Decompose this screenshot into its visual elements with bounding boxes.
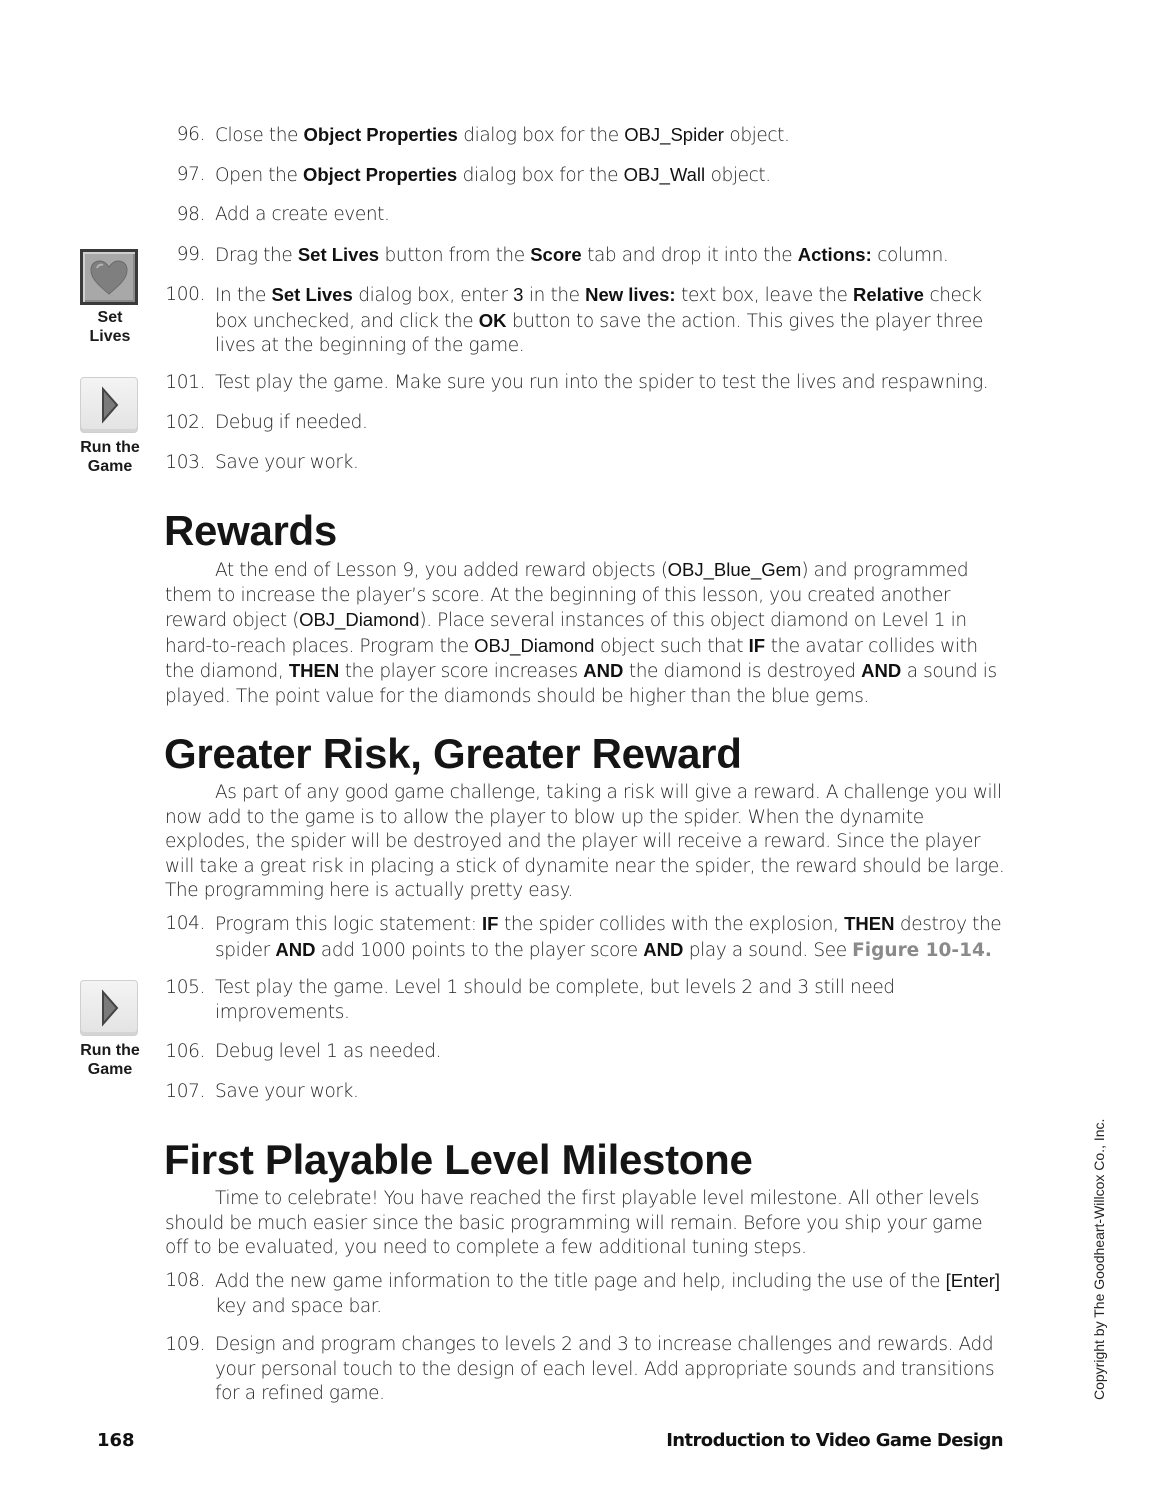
run-game-label <box>70 1041 150 1079</box>
label-line: Game <box>87 458 133 475</box>
step-text: Debug level 1 as needed. <box>215 1041 442 1062</box>
page-number: 168 <box>97 1430 135 1451</box>
step-98 <box>165 203 1015 228</box>
label-line: Set <box>97 309 123 326</box>
step-number: 108. <box>165 1270 205 1291</box>
heart-icon <box>83 252 135 302</box>
object-name: OBJ_Spider <box>624 124 724 145</box>
step-number: 99. <box>176 244 205 265</box>
object-name: OBJ_Wall <box>623 164 706 185</box>
play-icon <box>81 378 137 432</box>
step-97 <box>165 163 1015 189</box>
section-heading-greater-risk: Greater Risk, Greater Reward <box>164 730 742 777</box>
step-102 <box>165 411 1015 436</box>
step-number: 107. <box>165 1081 205 1102</box>
step-text: Drag the Set Lives button from the Score tab and drop it into the Actions: column. <box>215 244 949 266</box>
copyright-notice: Copyright by The Goodheart-Willcox Co., Inc. <box>1091 1118 1107 1400</box>
key-name: [Enter] <box>945 1270 1001 1291</box>
milestone-paragraph: Time to celebrate! You have reached the first playable level milestone. All other levels should be much easier since the basic programming will remain. Before you ship your game off to be evaluated, you need to complete a few additional tuning steps. <box>165 1188 983 1258</box>
step-text: Add a create event. <box>215 204 390 225</box>
step-number: 103. <box>165 452 205 473</box>
step-108 <box>165 1269 1015 1319</box>
figure-reference-link[interactable]: Figure 10-14. <box>852 939 992 961</box>
label-line: Game <box>87 1061 133 1078</box>
step-104 <box>165 912 1015 963</box>
section-heading-rewards: Rewards <box>164 507 337 554</box>
step-106 <box>165 1040 1015 1065</box>
step-100 <box>165 283 1015 359</box>
step-text: Close the Object Properties dialog box for the OBJ_Spider object. <box>215 124 790 146</box>
set-lives-label <box>70 308 150 346</box>
ui-term: Object Properties <box>303 124 458 145</box>
label-line: Run the <box>80 1042 140 1059</box>
step-text: Debug if needed. <box>215 412 368 433</box>
step-number: 109. <box>165 1334 205 1355</box>
step-109 <box>165 1333 1015 1407</box>
set-lives-button-icon <box>80 249 138 305</box>
step-number: 96. <box>176 124 205 145</box>
run-game-button-icon <box>80 377 138 433</box>
step-number: 97. <box>176 164 205 185</box>
step-number: 104. <box>165 913 205 934</box>
greater-risk-paragraph: As part of any good game challenge, taking a risk will give a reward. A challenge you will now add to the game is to allow the player to blow up the spider. When the dynamite explodes, the spider will be destroyed and the player will receive a reward. Since the player will take a great risk in placing a stick of dynamite near the spider, the reward should be large. The programming here is actually pretty easy. <box>165 782 1005 901</box>
label-line: Run the <box>80 439 140 456</box>
step-text: Open the Object Properties dialog box for the OBJ_Wall object. <box>215 164 771 186</box>
step-text: Design and program changes to levels 2 and 3 to increase challenges and rewards. Add your personal touch to the design of each level. Add appropriate sounds and transitions for a refined game. <box>215 1334 995 1404</box>
play-icon <box>81 981 137 1035</box>
rewards-paragraph: At the end of Lesson 9, you added reward objects (OBJ_Blue_Gem) and programmed them to increase the player’s score. At the beginning of this lesson, you created another reward object (OBJ_Diamond). Place several instances of this object diamond on Level 1 in hard-to-reach places. Program the OBJ_Diamond object such that IF the avatar collides with the diamond, THEN the player score increases AND the diamond is destroyed AND a sound is played. The point value for the diamonds should be higher than the blue gems. <box>165 559 997 707</box>
step-text: Add the new game information to the title page and help, including the use of the [Enter] key and space bar. <box>215 1270 1001 1317</box>
step-text: Program this logic statement: IF the spider collides with the explosion, THEN destroy the spider AND add 1000 points to the player score AND play a sound. See Figure 10-14. <box>215 913 1002 961</box>
label-line: Lives <box>89 328 131 345</box>
run-game-button-icon <box>80 980 138 1036</box>
step-101 <box>165 371 1015 396</box>
section-heading-milestone: First Playable Level Milestone <box>164 1136 753 1183</box>
step-96 <box>165 123 1015 149</box>
step-number: 101. <box>165 372 205 393</box>
ui-term: Object Properties <box>302 164 458 185</box>
step-number: 105. <box>165 977 205 998</box>
step-text: Test play the game. Make sure you run into the spider to test the lives and respawning. <box>215 372 989 393</box>
step-text: Save your work. <box>215 1081 359 1102</box>
step-103 <box>165 451 1015 476</box>
book-title: Introduction to Video Game Design <box>666 1430 1003 1451</box>
run-game-label <box>70 438 150 476</box>
step-number: 106. <box>165 1041 205 1062</box>
step-number: 102. <box>165 412 205 433</box>
step-text: Test play the game. Level 1 should be complete, but levels 2 and 3 still need improvements. <box>215 977 895 1023</box>
step-107 <box>165 1080 1015 1105</box>
step-99 <box>165 243 1015 269</box>
step-number: 98. <box>176 204 205 225</box>
step-105 <box>165 976 1015 1025</box>
step-text: Save your work. <box>215 452 359 473</box>
step-text: In the Set Lives dialog box, enter 3 in the New lives: text box, leave the Relative check box unchecked, and click the OK button to save the action. This gives the player three lives at the beginning of the game. <box>215 284 983 356</box>
step-number: 100. <box>165 284 205 305</box>
